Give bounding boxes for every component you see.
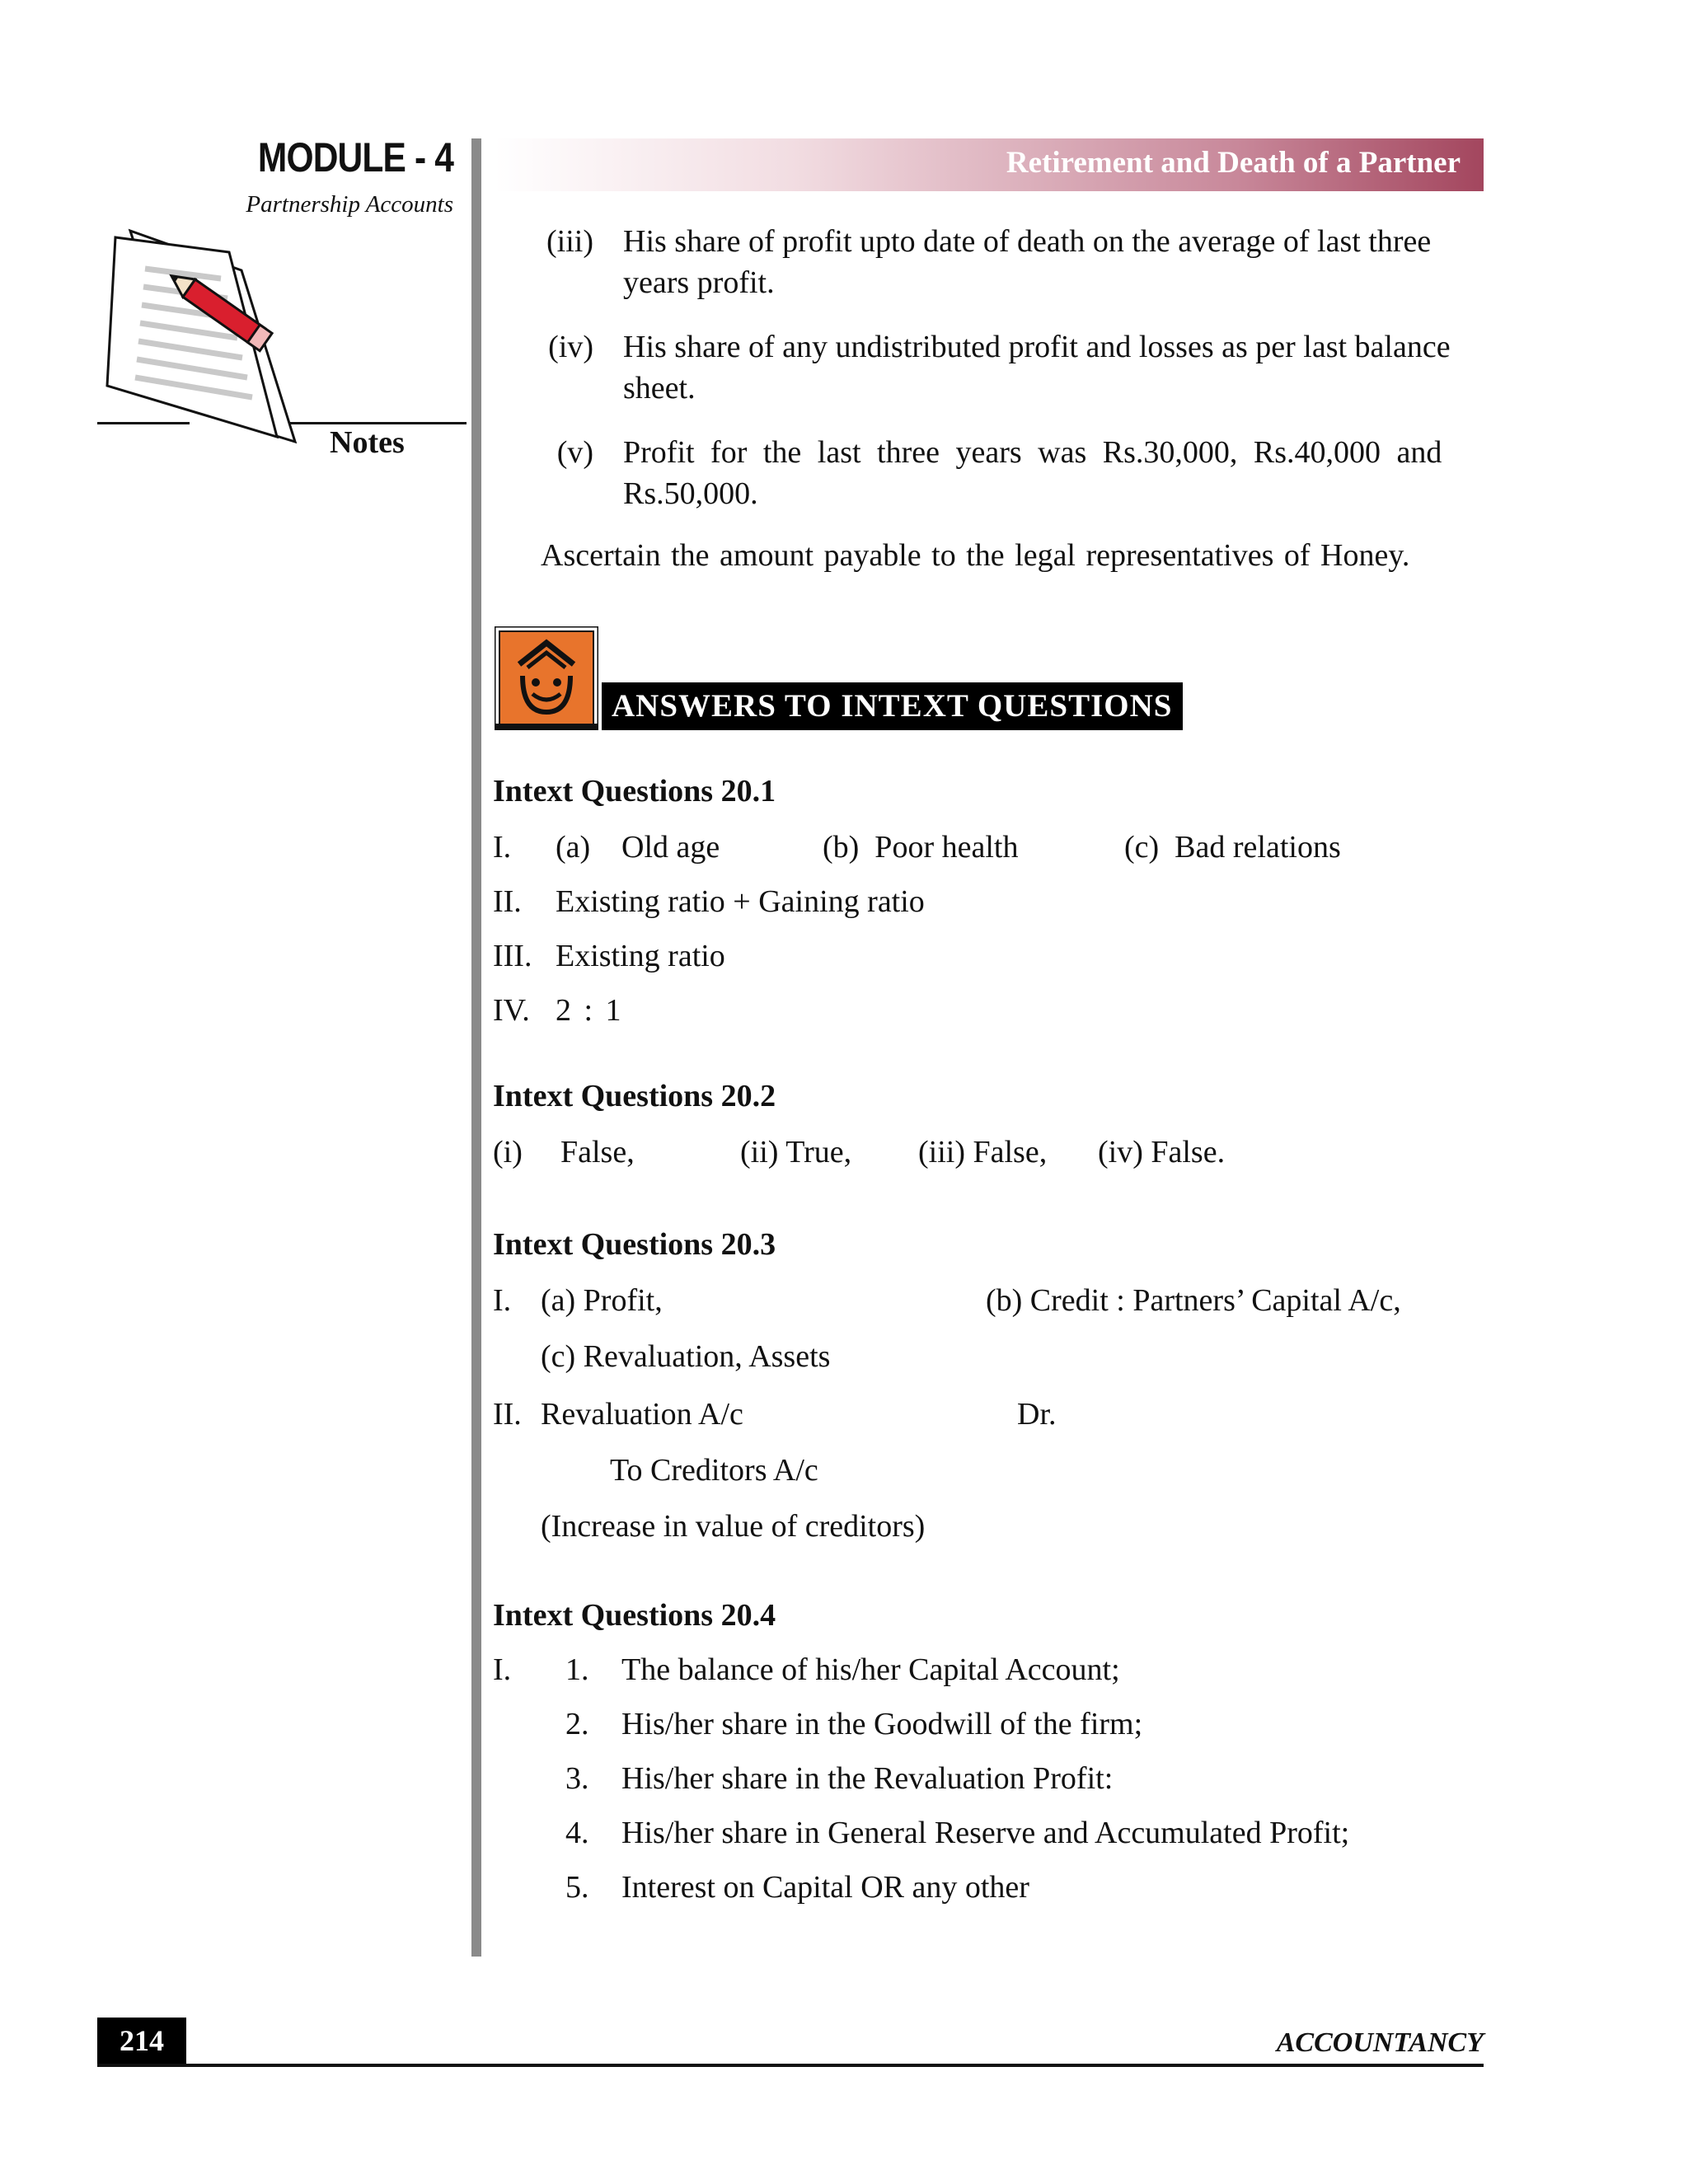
item-line: His share of profit upto date of death on the average of last three bbox=[623, 224, 1432, 259]
answer-text: Old age bbox=[621, 830, 720, 865]
answer-roman: I. bbox=[493, 1652, 512, 1687]
answer-text: (a) Profit, bbox=[541, 1283, 663, 1318]
answer-roman: III. bbox=[493, 939, 532, 973]
section-heading: Intext Questions 20.3 bbox=[493, 1227, 776, 1262]
answer-text: (iv) False. bbox=[1098, 1135, 1226, 1169]
notes-label: Notes bbox=[330, 425, 405, 460]
item-text bbox=[623, 326, 1484, 409]
journal-dr-label: Dr. bbox=[1017, 1397, 1057, 1432]
answer-text: Existing ratio + Gaining ratio bbox=[556, 884, 925, 919]
answer-text: Existing ratio bbox=[556, 939, 725, 973]
answer-label: (i) bbox=[493, 1135, 523, 1169]
item-line: Rs.50,000. bbox=[623, 476, 758, 511]
list-item: Interest on Capital OR any other bbox=[621, 1870, 1029, 1905]
answer-roman: II. bbox=[493, 1397, 522, 1432]
page-number: 214 bbox=[120, 2024, 164, 2057]
list-number: 3. bbox=[565, 1761, 589, 1796]
list-number: 4. bbox=[565, 1816, 589, 1850]
list-number: 2. bbox=[565, 1707, 589, 1741]
answer-text: (b) Poor health bbox=[823, 830, 1019, 865]
answers-banner: ANSWERS TO INTEXT QUESTIONS bbox=[602, 682, 1183, 730]
section-heading: Intext Questions 20.2 bbox=[493, 1079, 776, 1113]
answer-text: False, bbox=[560, 1135, 635, 1169]
list-number: 1. bbox=[565, 1652, 589, 1687]
answer-text: (iii) False, bbox=[918, 1135, 1048, 1169]
module-title: MODULE - 4 bbox=[257, 134, 453, 180]
item-text bbox=[623, 221, 1484, 303]
answer-text: (b) Credit : Partners’ Capital A/c, bbox=[986, 1283, 1401, 1318]
item-number: (iv) bbox=[548, 330, 593, 364]
item-number: (v) bbox=[556, 435, 593, 470]
chapter-title: Retirement and Death of a Partner bbox=[1006, 146, 1461, 180]
chapter-header-bar bbox=[495, 138, 1484, 191]
answer-roman: IV. bbox=[493, 993, 530, 1028]
list-item: The balance of his/her Capital Account; bbox=[621, 1652, 1120, 1687]
item-line: His share of any undistributed profit and losses as per last balance bbox=[623, 330, 1451, 364]
section-heading: Intext Questions 20.4 bbox=[493, 1598, 776, 1633]
list-item: His/her share in the Revaluation Profit: bbox=[621, 1761, 1114, 1796]
item-line: Profit for the last three years was Rs.30,000, Rs.40,000 and bbox=[623, 435, 1442, 470]
answer-text: (c) Revaluation, Assets bbox=[541, 1339, 831, 1374]
item-text bbox=[623, 432, 1484, 514]
answer-roman: I. bbox=[493, 830, 512, 865]
footer-rule bbox=[97, 2064, 1484, 2067]
item-line: sheet. bbox=[623, 371, 696, 405]
journal-debit-account: Revaluation A/c bbox=[541, 1397, 743, 1432]
answer-roman: II. bbox=[493, 884, 522, 919]
answer-text: (c) Bad relations bbox=[1124, 830, 1341, 865]
margin-divider bbox=[471, 138, 481, 1957]
journal-credit-account: To Creditors A/c bbox=[610, 1453, 818, 1488]
answer-roman: I. bbox=[493, 1283, 512, 1318]
list-item: His/her share in the Goodwill of the firm; bbox=[621, 1707, 1143, 1741]
footer-subject: ACCOUNTANCY bbox=[1276, 2027, 1484, 2058]
list-number: 5. bbox=[565, 1870, 589, 1905]
item-line: years profit. bbox=[623, 265, 775, 300]
ascertain-text: Ascertain the amount payable to the legal representatives of Honey. bbox=[541, 538, 1410, 573]
list-item: His/her share in General Reserve and Accumulated Profit; bbox=[621, 1816, 1350, 1850]
answer-label: (a) bbox=[556, 830, 591, 865]
section-heading: Intext Questions 20.1 bbox=[493, 774, 776, 808]
answer-text: 2 : 1 bbox=[556, 993, 621, 1028]
notes-rule-left bbox=[97, 422, 190, 424]
module-subtitle: Partnership Accounts bbox=[246, 191, 453, 218]
house-smiley-icon bbox=[495, 626, 598, 730]
answer-text: (ii) True, bbox=[740, 1135, 852, 1169]
journal-narration: (Increase in value of creditors) bbox=[541, 1509, 926, 1544]
item-number: (iii) bbox=[546, 224, 593, 259]
